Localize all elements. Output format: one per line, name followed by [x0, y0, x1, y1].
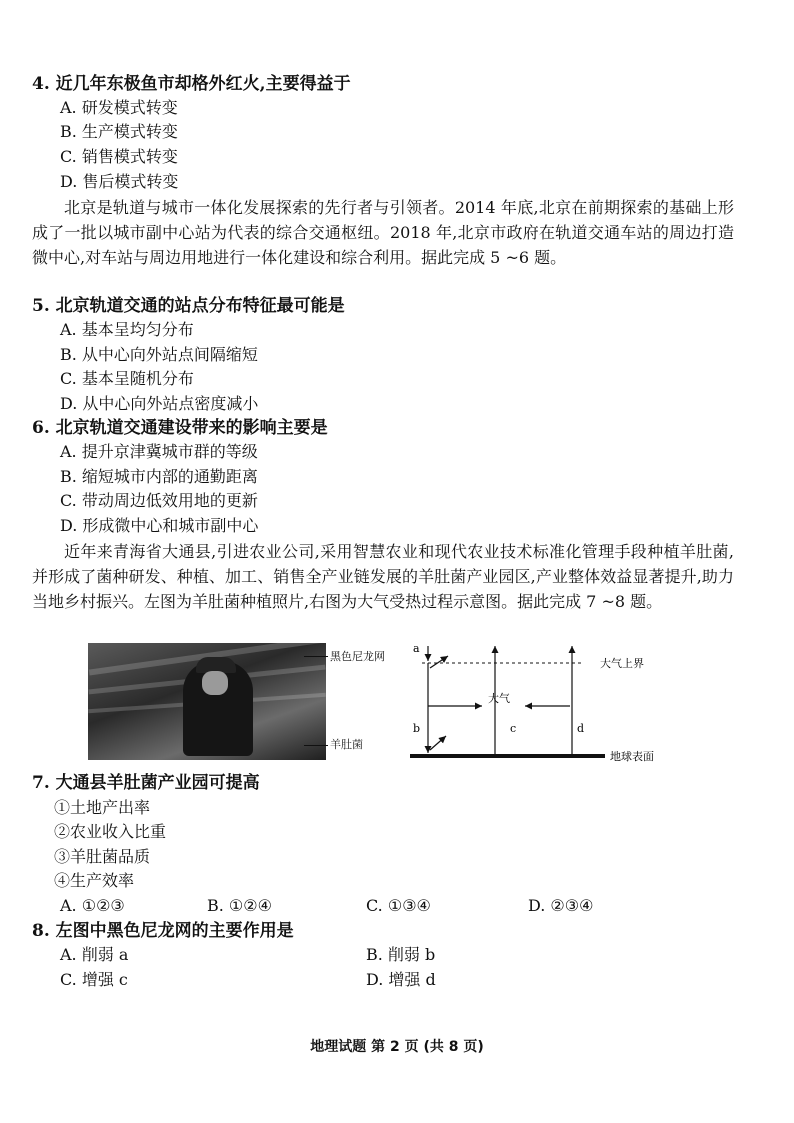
passage-beijing-rail: 北京是轨道与城市一体化发展探索的先行者与引领者。2014 年底,北京在前期探索的基础上形成了一批以城市副中心站为代表的综合交通枢纽。2018 年,北京市政府在轨道交通车站的周边打造微中心,对车站与周边用地进行一体化建设和综合利用。据此完成 5 ~6 题。 [32, 198, 734, 267]
label-atmosphere: 大气 [488, 692, 510, 705]
atmospheric-heating-diagram [400, 638, 660, 768]
question-5-option-c: C. 基本呈随机分布 [60, 369, 194, 388]
question-7-choice-d: D. ②③④ [528, 896, 594, 915]
question-4-option-a: A. 研发模式转变 [60, 98, 178, 117]
label-a: a [413, 642, 420, 655]
label-atmosphere-top: 大气上界 [600, 657, 644, 670]
label-c: c [510, 722, 517, 735]
arrow-reflect-ground [430, 736, 446, 750]
question-7-item-4: ④生产效率 [54, 871, 135, 890]
question-7-item-2: ②农业收入比重 [54, 822, 167, 841]
question-6-stem: 6. 北京轨道交通建设带来的影响主要是 [32, 418, 328, 438]
question-5-option-b: B. 从中心向外站点间隔缩短 [60, 345, 258, 364]
question-6-option-a: A. 提升京津冀城市群的等级 [60, 442, 258, 461]
label-d: d [577, 722, 585, 735]
passage-morel-industry: 近年来青海省大通县,引进农业公司,采用智慧农业和现代农业技术标准化管理手段种植羊肚菌,并形成了菌种研发、种植、加工、销售全产业链发展的羊肚菌产业园区,产业整体效益显著提升,助力当地乡村振兴。左图为羊肚菌种植照片,右图为大气受热过程示意图。据此完成 7 ~8 题。 [32, 542, 734, 611]
question-4-option-d: D. 售后模式转变 [60, 172, 179, 191]
question-5-option-a: A. 基本呈均匀分布 [60, 320, 194, 339]
question-8-choice-a: A. 削弱 a [60, 945, 129, 964]
label-morel-mushroom: 羊肚菌 [330, 738, 363, 751]
question-6-option-d: D. 形成微中心和城市副中心 [60, 516, 259, 535]
question-8-choice-b: B. 削弱 b [366, 945, 436, 964]
mushroom-leader-line [304, 745, 328, 746]
morel-cultivation-photo [88, 643, 326, 760]
question-7-item-1: ①土地产出率 [54, 798, 151, 817]
question-6-option-c: C. 带动周边低效用地的更新 [60, 491, 258, 510]
question-4-option-c: C. 销售模式转变 [60, 147, 178, 166]
label-earth-surface: 地球表面 [610, 750, 654, 763]
question-8-choice-c: C. 增强 c [60, 970, 128, 989]
question-8-choice-d: D. 增强 d [366, 970, 436, 989]
question-7-item-3: ③羊肚菌品质 [54, 847, 151, 866]
question-8-stem: 8. 左图中黑色尼龙网的主要作用是 [32, 921, 294, 941]
label-black-nylon-net: 黑色尼龙网 [330, 650, 385, 663]
question-6-option-b: B. 缩短城市内部的通勤距离 [60, 467, 258, 486]
question-7-stem: 7. 大通县羊肚菌产业园可提高 [32, 773, 260, 793]
question-5-option-d: D. 从中心向外站点密度减小 [60, 394, 259, 413]
question-7-choice-c: C. ①③④ [366, 896, 431, 915]
label-b: b [413, 722, 421, 735]
question-4-option-b: B. 生产模式转变 [60, 122, 178, 141]
net-leader-line [304, 656, 328, 657]
question-7-choice-a: A. ①②③ [60, 896, 125, 915]
page-footer: 地理试题 第 2 页 (共 8 页) [310, 1039, 484, 1055]
question-4-stem: 4. 近几年东极鱼市却格外红火,主要得益于 [32, 74, 351, 94]
question-7-choice-b: B. ①②④ [207, 896, 272, 915]
question-5-stem: 5. 北京轨道交通的站点分布特征最可能是 [32, 296, 345, 316]
arrow-reflect-top [430, 656, 448, 668]
